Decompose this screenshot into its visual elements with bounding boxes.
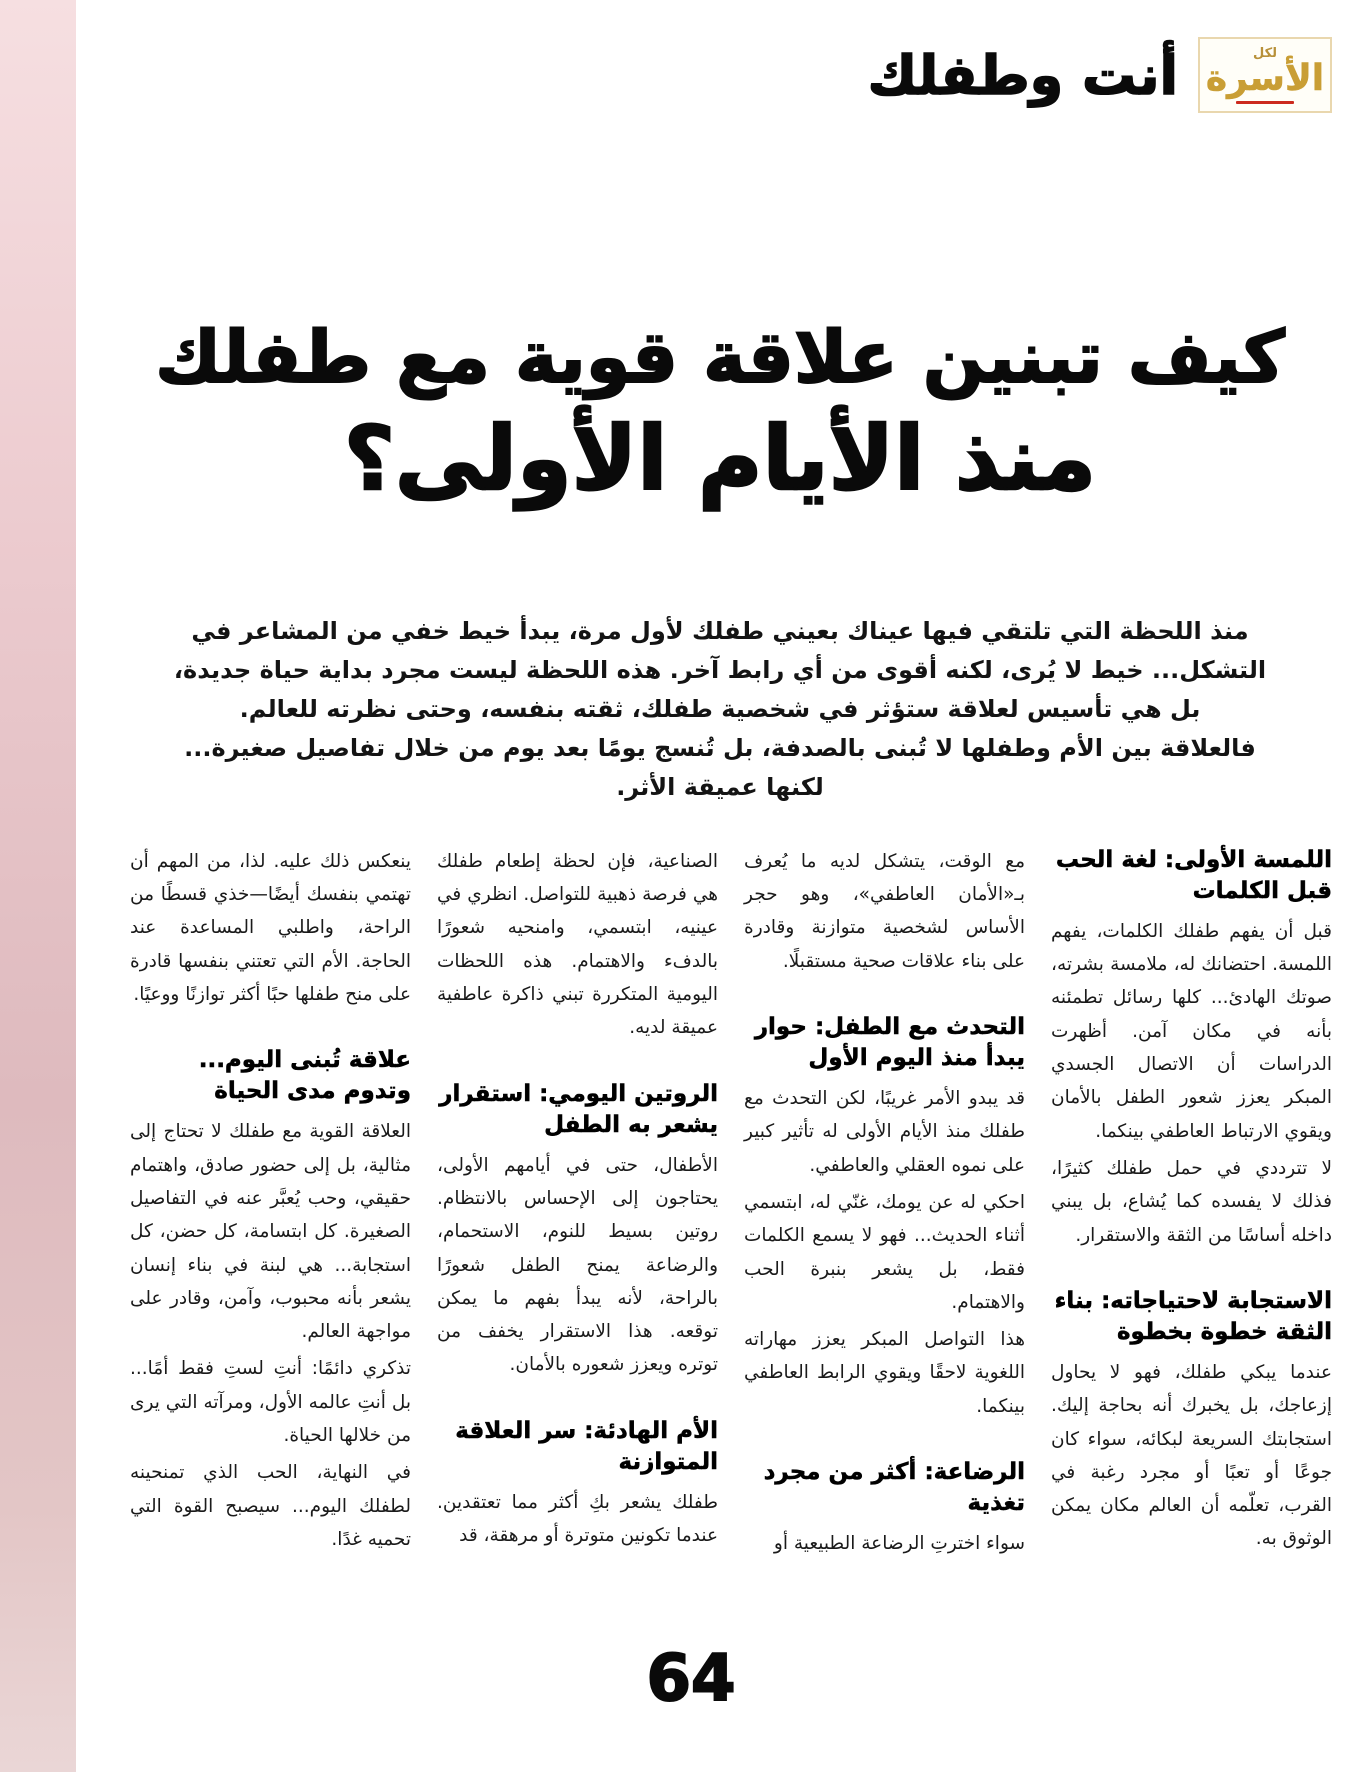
article-paragraph: احكي له عن يومك، غنّي له، ابتسمي أثناء الحديث... فهو لا يسمع الكلمات فقط، بل يشعر بنبرة الحب والاهتمام.	[744, 1191, 1025, 1313]
section-title: أنت وطفلك	[867, 43, 1178, 107]
magazine-logo	[1198, 37, 1332, 113]
intro-paragraph-2: فالعلاقة بين الأم وطفلها لا تُبنى بالصدفة، بل تُنسج يومًا بعد يوم من خلال تفاصيل صغيرة... لكنها عميقة الأثر.	[184, 734, 1256, 801]
article-paragraph: طفلك يشعر بكِ أكثر مما تعتقدين. عندما تكونين متوترة أو مرهقة، قد	[437, 1491, 718, 1547]
logo-main-word: الأسرة	[1205, 57, 1325, 99]
article-paragraph: هذا التواصل المبكر يعزز مهاراته اللغوية لاحقًا ويقوي الرابط العاطفي بينكما.	[744, 1329, 1025, 1417]
article-paragraph: لا تترددي في حمل طفلك كثيرًا، فذلك لا يفسده كما يُشاع، بل يبني داخله أساسًا من الثقة والاستقرار.	[1051, 1157, 1332, 1246]
article-heading: الرضاعة: أكثر من مجرد تغذية	[763, 1459, 1025, 1517]
article-heading: الأم الهادئة: سر العلاقة المتوازنة	[455, 1417, 718, 1475]
article-intro	[156, 612, 1284, 806]
article-column-2	[744, 845, 1025, 1565]
article-paragraph: قد يبدو الأمر غريبًا، لكن التحدث مع طفلك منذ الأيام الأولى له تأثير كبير على نموه العقلي والعاطفي.	[744, 1088, 1025, 1176]
article-paragraph: العلاقة القوية مع طفلك لا تحتاج إلى مثالية، بل إلى حضور صادق، واهتمام حقيقي، وحب يُعبَّر عنه في التفاصيل الصغيرة. كل ابتسامة، كل حضن، كل استجابة... هي لبنة في بناء إنسان يشعر بأنه محبوب، وآمن، وقادر على مواجهة العالم.	[130, 1121, 411, 1343]
page-number: 64	[646, 1642, 736, 1716]
intro-paragraph-1: منذ اللحظة التي تلتقي فيها عيناك بعيني طفلك لأول مرة، يبدأ خيط خفي من المشاعر في التشكل... خيط لا يُرى، لكنه أقوى من أي رابط آخر. هذه اللحظة ليست مجرد بداية حياة جديدة، بل هي تأسيس لعلاقة ستؤثر في شخصية طفلك، ثقته بنفسه، وحتى نظرته للعالم.	[173, 617, 1267, 724]
article-paragraph: الأطفال، حتى في أيامهم الأولى، يحتاجون إلى الإحساس بالانتظام. روتين بسيط للنوم، الاستحمام، والرضاعة يمنح الطفل شعورًا بالراحة، لأنه يبدأ بفهم ما يمكن توقعه. هذا الاستقرار يخفف من توتره ويعزز شعوره بالأمان.	[437, 1154, 718, 1376]
article-heading: علاقة تُبنى اليوم... وتدوم مدى الحياة	[198, 1047, 411, 1105]
article-column-3	[437, 845, 718, 1565]
headline-line-1: كيف تبنين علاقة قوية مع طفلك	[155, 315, 1285, 399]
article-paragraph: في النهاية، الحب الذي تمنحينه لطفلك اليوم... سيصبح القوة التي تحميه غدًا.	[130, 1462, 411, 1550]
article-columns	[108, 845, 1332, 1565]
headline-line-2: منذ الأيام الأولى؟	[343, 407, 1097, 510]
article-paragraph: مع الوقت، يتشكل لديه ما يُعرف بـ«الأمان العاطفي»، وهو حجر الأساس لشخصية متوازنة وقادرة على بناء علاقات صحية مستقبلًا.	[744, 850, 1025, 972]
article-column-4	[130, 845, 411, 1565]
article-paragraph: قبل أن يفهم طفلك الكلمات، يفهم اللمسة. احتضانك له، ملامسة بشرته، صوتك الهادئ... كلها رسائل تطمئنه بأنه في مكان آمن. أظهرت الدراسات أن الاتصال الجسدي المبكر يعزز شعور الطفل بالأمان ويقوي الارتباط العاطفي بينكما.	[1051, 920, 1332, 1142]
article-column-1	[1051, 845, 1332, 1565]
article-paragraph: ينعكس ذلك عليه. لذا، من المهم أن تهتمي بنفسك أيضًا—خذي قسطًا من الراحة، واطلبي المساعدة عند الحاجة. الأم التي تعتني بنفسها قادرة على منح طفلها حبًا أكثر توازنًا ووعيًا.	[130, 850, 411, 1005]
logo-top-word: لكل	[1252, 45, 1278, 61]
article-heading: الروتين اليومي: استقرار يشعر به الطفل	[439, 1080, 718, 1138]
article-paragraph: عندما يبكي طفلك، فهو لا يحاول إزعاجك، بل يخبرك أنه بحاجة إليك. استجابتك السريعة لبكائه، سواء كان جوعًا أو تعبًا أو مجرد رغبة في القرب، تعلّمه أن العالم مكان يمكن الوثوق به.	[1051, 1361, 1332, 1550]
article-heading: التحدث مع الطفل: حوار يبدأ منذ اليوم الأول	[754, 1013, 1025, 1071]
article-paragraph: الصناعية، فإن لحظة إطعام طفلك هي فرصة ذهبية للتواصل. انظري في عينيه، ابتسمي، وامنحيه شعورًا بالدفء والاهتمام. هذه اللحظات اليومية المتكررة تبني ذاكرة عاطفية عميقة لديه.	[437, 850, 718, 1039]
logo-url-line	[1236, 101, 1294, 104]
article-paragraph: سواء اخترتِ الرضاعة الطبيعية أو	[773, 1533, 1025, 1555]
article-heading: اللمسة الأولى: لغة الحب قبل الكلمات	[1055, 846, 1332, 904]
article-headline	[108, 312, 1332, 516]
page-header	[108, 0, 1332, 116]
article-heading: الاستجابة لاحتياجاته: بناء الثقة خطوة بخطوة	[1054, 1287, 1332, 1345]
article-paragraph: تذكري دائمًا: أنتِ لستِ فقط أمًا... بل أنتِ عالمه الأول، ومرآته التي يرى من خلالها الحياة.	[130, 1358, 411, 1447]
